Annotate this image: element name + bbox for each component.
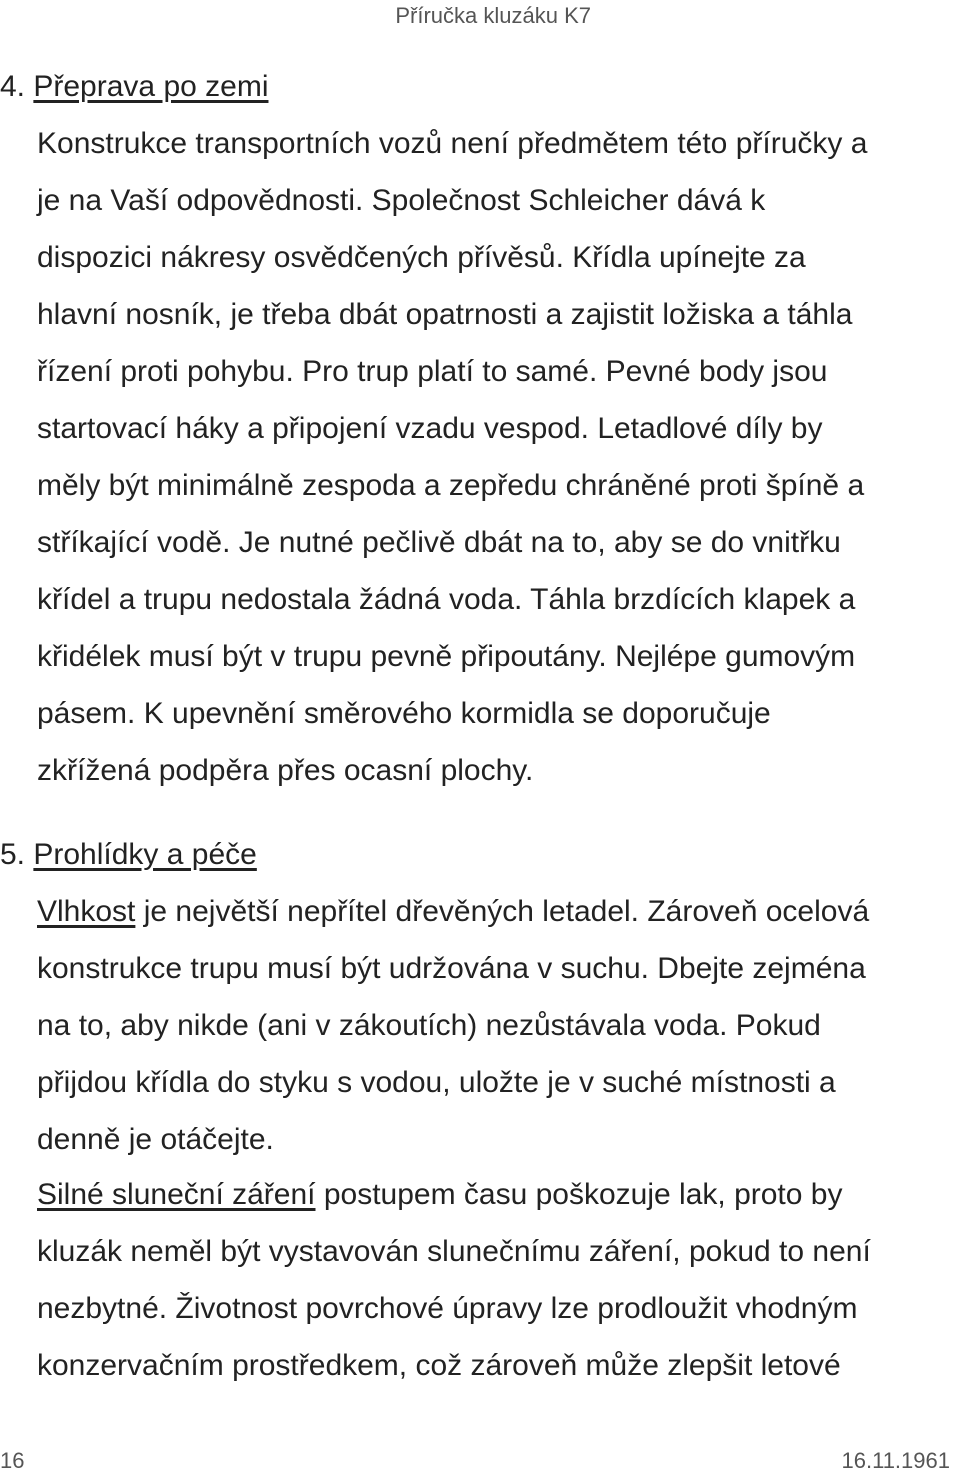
running-header-title: Příručka kluzáku K7 bbox=[395, 3, 591, 28]
section-5-number: 5. bbox=[0, 838, 26, 871]
section-4-line: řízení proti pohybu. Pro trup platí to samé. Pevné body jsou bbox=[37, 355, 828, 388]
section-5-title: Prohlídky a péče bbox=[33, 838, 257, 871]
section-5-para-1-line: konstrukce trupu musí být udržována v suchu. Dbejte zejména bbox=[37, 952, 866, 985]
section-5-para-1-first-line bbox=[37, 895, 869, 929]
section-4-line: dispozici nákresy osvědčených přívěsů. Křídla upínejte za bbox=[37, 241, 806, 274]
footer-date: 16.11.1961 bbox=[841, 1448, 950, 1473]
section-5-para-1-line: přijdou křídla do styku s vodou, uložte je v suché místnosti a bbox=[37, 1066, 836, 1099]
section-4-heading bbox=[0, 70, 268, 104]
section-4-line: pásem. K upevnění směrového kormidla se doporučuje bbox=[37, 697, 771, 730]
para-1-first-line-rest: je největší nepřítel dřevěných letadel. Zároveň ocelová bbox=[135, 895, 870, 928]
section-4-line: křidélek musí být v trupu pevně připoutány. Nejlépe gumovým bbox=[37, 640, 856, 673]
section-5-para-2-line: nezbytné. Životnost povrchové úpravy lze prodloužit vhodným bbox=[37, 1292, 858, 1325]
section-4-line: Konstrukce transportních vozů není předmětem této příručky a bbox=[37, 127, 868, 160]
section-4-line: měly být minimálně zespoda a zepředu chráněné proti špíně a bbox=[37, 469, 865, 502]
section-4-line: křídel a trupu nedostala žádná voda. Táhla brzdících klapek a bbox=[37, 583, 856, 616]
section-5-heading bbox=[0, 838, 257, 872]
section-4-line: startovací háky a připojení vzadu vespod. Letadlové díly by bbox=[37, 412, 823, 445]
section-5-para-2-line: kluzák neměl být vystavován slunečnímu záření, pokud to není bbox=[37, 1235, 871, 1268]
section-4-title: Přeprava po zemi bbox=[33, 70, 269, 103]
section-4-line: zkřížená podpěra přes ocasní plochy. bbox=[37, 754, 534, 787]
section-4-line: hlavní nosník, je třeba dbát opatrnosti a zajistit ložiska a táhla bbox=[37, 298, 853, 331]
section-4-line: je na Vaší odpovědnosti. Společnost Schleicher dává k bbox=[37, 184, 766, 217]
section-5-para-1-line: na to, aby nikde (ani v zákoutích) nezůstávala voda. Pokud bbox=[37, 1009, 821, 1042]
section-5-para-1-line: denně je otáčejte. bbox=[37, 1123, 274, 1156]
keyword-vlhkost: Vlhkost bbox=[37, 895, 136, 928]
para-2-first-line-rest: postupem času poškozuje lak, proto by bbox=[315, 1178, 843, 1211]
keyword-silne-slunecni-zareni: Silné sluneční záření bbox=[37, 1178, 316, 1211]
footer-page-number: 16 bbox=[0, 1448, 25, 1473]
section-4-line: stříkající vodě. Je nutné pečlivě dbát na to, aby se do vnitřku bbox=[37, 526, 841, 559]
section-4-number: 4. bbox=[0, 70, 26, 103]
section-5-para-2-first-line bbox=[37, 1178, 842, 1212]
section-5-para-2-line: konzervačním prostředkem, což zároveň může zlepšit letové bbox=[37, 1349, 841, 1382]
